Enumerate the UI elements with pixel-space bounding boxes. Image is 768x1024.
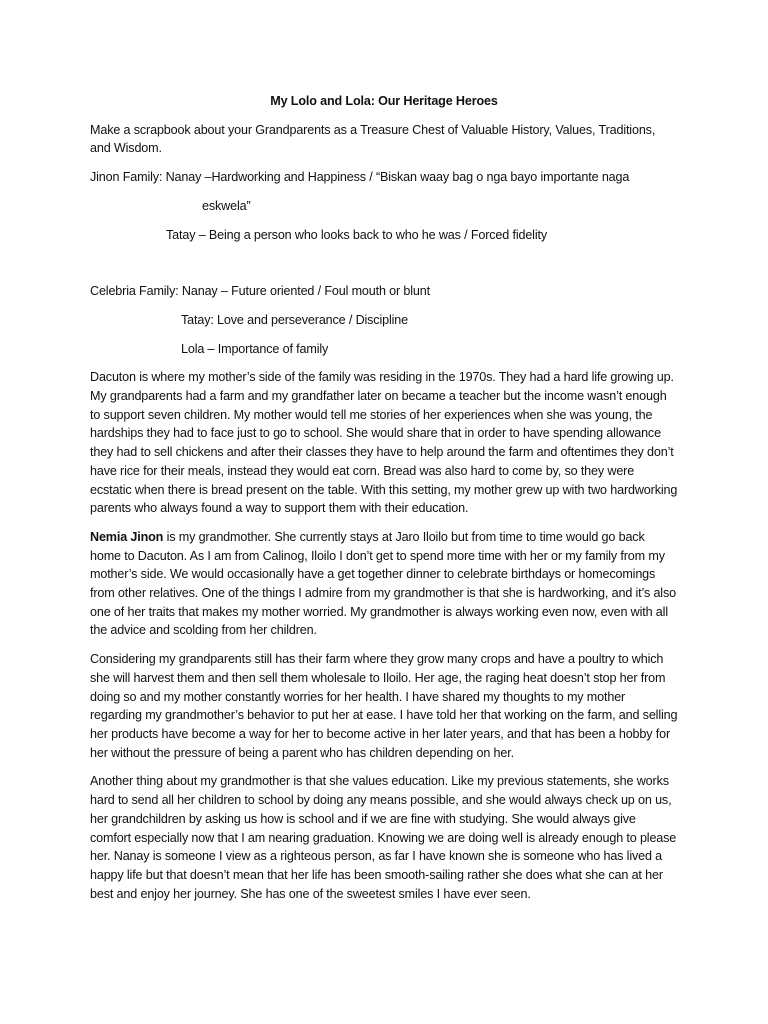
grandmother-name: Nemia Jinon [90, 529, 164, 544]
celebria-tatay-line: Tatay: Love and perseverance / Discipline [181, 312, 408, 327]
education-paragraph: Another thing about my grandmother is that she values education. Like my previous statements, she works hard to send all her children to school by doing any means possible, and she would always check up on us, her grandchildren by asking us how is school and if we are fine with studying. She would always give comfort especially now that I am nearing graduation. Knowing we are doing well is already enough to please her. Nanay is someone I view as a righteous person, as far I have known she is someone who has lived a happy life but that doesn’t mean that her life has been smooth-sailing rather she does what she can at her best and enjoy her journey. She has one of the sweetest smiles I have ever seen. [90, 774, 677, 901]
celebria-lola-line: Lola – Importance of family [181, 341, 329, 356]
farm-paragraph: Considering my grandparents still has their farm where they grow many crops and have a poultry to which she will harvest them and then sell them wholesale to Iloilo. Her age, the raging heat doesn’t stop her from doing so and my mother constantly worries for her health. I have shared my thoughts to my mother regarding my grandmother’s behavior to put her at ease. I have told her that working on the farm, and selling her products have become a way for her to become active in her later years, and that has been a hobby for her without the pressure of being a parent who has children depending on her. [90, 652, 678, 760]
grandmother-paragraph [90, 528, 678, 640]
jinon-family-line: Jinon Family: Nanay –Hardworking and Happiness / “Biskan waay bag o nga bayo importante naga [90, 170, 630, 185]
grandmother-paragraph-text: is my grandmother. She currently stays at Jaro Iloilo but from time to time would go back home to Dacuton. As I am from Calinog, Iloilo I don’t get to spend more time with her or my family from my mother’s side. We would occasionally have a get together dinner to celebrate birthdays or homecomings from other relatives. One of the things I admire from my grandmother is that she is hardworking, and it’s also one of her traits that makes my mother worried. My grandmother is always working even now, even with all the advice and scolding from her children. [90, 529, 676, 638]
jinon-family-continuation: eskwela” [202, 198, 251, 213]
document-page [90, 92, 678, 913]
document-title: My Lolo and Lola: Our Heritage Heroes [270, 94, 498, 108]
dacuton-paragraph: Dacuton is where my mother’s side of the family was residing in the 1970s. They had a hard life growing up. My grandparents had a farm and my grandfather later on became a teacher but the income wasn’t enough to support seven children. My mother would tell me stories of her experiences when she was young, the hardships they had to face just to go to school. She would share that in order to have spending allowance they had to sell chickens and after their classes they have to help around the farm and oftentimes they don’t have rice for their meals, instead they would eat corn. Bread was also hard to come by, so they were ecstatic when there is bread present on the table. With this setting, my mother grew up with two hardworking parents who always found a way to support them with their education. [90, 370, 678, 516]
jinon-tatay-line: Tatay – Being a person who looks back to who he was / Forced fidelity [166, 227, 547, 242]
intro-paragraph: Make a scrapbook about your Grandparents as a Treasure Chest of Valuable History, Values, Traditions, and Wisdom. [90, 122, 656, 156]
celebria-family-line: Celebria Family: Nanay – Future oriented / Foul mouth or blunt [90, 284, 430, 299]
